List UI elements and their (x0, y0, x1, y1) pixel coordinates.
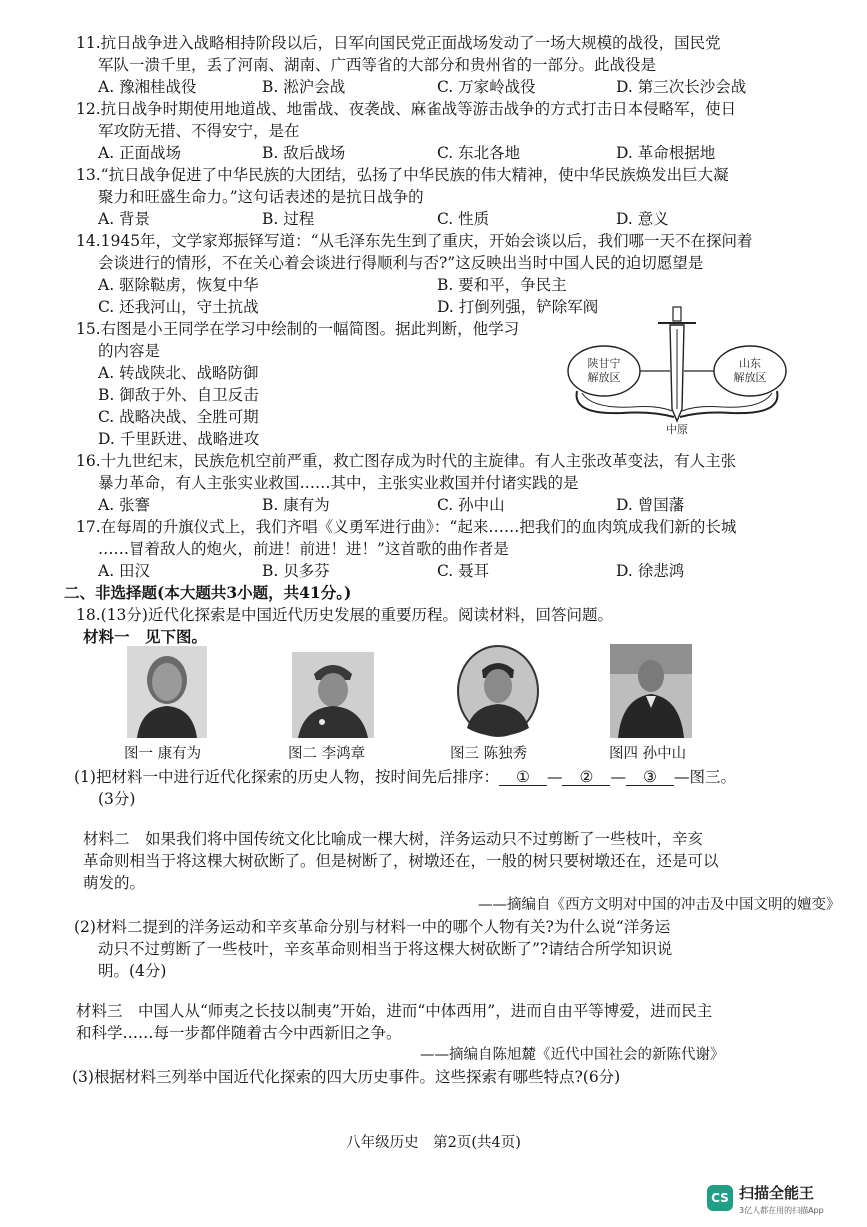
q12-option-b: B. 敌后战场 (262, 144, 346, 162)
q12-line-2: 军攻防无措、不得安宁，是在 (98, 122, 300, 140)
q18-intro: 18.(13分)近代化探索是中国近代历史发展的重要历程。阅读材料，回答问题。 (76, 606, 613, 624)
q17-option-b: B. 贝多芬 (262, 562, 330, 580)
material1-label: 材料一 见下图。 (83, 627, 208, 646)
subq1-dash-1: — (546, 768, 563, 786)
diagram-left-label-2: 解放区 (587, 371, 621, 384)
q11-option-d: D. 第三次长沙会战 (616, 78, 747, 96)
q13-option-a: A. 背景 (98, 210, 151, 228)
portrait-1-image (127, 646, 207, 738)
scanner-watermark (707, 1177, 857, 1221)
q14-line-1: 14.1945年，文学家郑振铎写道：“从毛泽东先生到了重庆，开始会谈以后，我们哪一天不在探问着 (76, 232, 753, 250)
portrait-3-image (455, 644, 541, 738)
portrait-4-image (610, 644, 692, 738)
q15-diagram (562, 305, 802, 435)
watermark-title: 扫描全能王 (739, 1184, 815, 1202)
material2-line-1: 材料二 如果我们将中国传统文化比喻成一棵大树，洋务运动只不过剪断了一些枝叶，辛亥 (83, 830, 704, 848)
page-footer: 八年级历史 第2页(共4页) (346, 1135, 521, 1151)
q11-line-1: 11.抗日战争进入战略相持阶段以后，日军向国民党正面战场发动了一场大规模的战役，国民党 (76, 34, 721, 52)
subq1-score: (3分) (98, 790, 136, 808)
q12-option-d: D. 革命根据地 (616, 144, 716, 162)
q16-line-2: 暴力革命，有人主张实业救国……其中，主张实业救国并付诸实践的是 (98, 474, 579, 492)
q11-option-b: B. 淞沪会战 (262, 78, 346, 96)
subq2-line-3: 明。(4分) (98, 962, 167, 980)
q11-option-c: C. 万家岭战役 (437, 78, 536, 96)
portrait-sun-yat-sen (610, 644, 692, 738)
q11-line-2: 军队一溃千里，丢了河南、湖南、广西等省的大部分和贵州省的一部分。此战役是 (98, 56, 657, 74)
q15-option-d: D. 千里跃进、战略进攻 (98, 430, 260, 448)
q15-option-c: C. 战略决战、全胜可期 (98, 408, 259, 426)
q13-line-2: 聚力和旺盛生命力。”这句话表述的是抗日战争的 (98, 188, 424, 206)
subq2-line-1: (2)材料二提到的洋务运动和辛亥革命分别与材料一中的哪个人物有关?为什么说“洋务运 (74, 918, 671, 936)
section2-heading: 二、非选择题(本大题共3小题，共41分。) (64, 583, 352, 602)
q14-line-2: 会谈进行的情形，不在关心着会谈进行得顺利与否?”这反映出当时中国人民的迫切愿望是 (98, 254, 704, 272)
material3-source: ——摘编自陈旭麓《近代中国社会的新陈代谢》 (420, 1047, 725, 1063)
q14-option-c: C. 还我河山，守土抗战 (98, 298, 259, 316)
q16-option-d: D. 曾国藩 (616, 496, 685, 514)
q15-option-a: A. 转战陕北、战略防御 (98, 364, 259, 382)
q11-option-a: A. 豫湘桂战役 (98, 78, 197, 96)
q15-line-2: 的内容是 (98, 342, 161, 360)
portrait-li-hongzhang (292, 652, 374, 738)
portrait-kang-youwei (127, 646, 207, 738)
diagram-bottom-label: 中原 (666, 423, 688, 435)
subq2-line-2: 动只不过剪断了一些枝叶，辛亥革命则相当于将这棵大树砍断了”?请结合所学知识说 (98, 940, 673, 958)
answer-blank-3[interactable]: ③ (626, 767, 674, 786)
diagram-left-label-1: 陕甘宁 (587, 357, 621, 370)
q16-option-a: A. 张謇 (98, 496, 151, 514)
material2-line-2: 革命则相当于将这棵大树砍断了。但是树断了，树墩还在，一般的树只要树墩还在，还是可以 (83, 852, 719, 870)
answer-blank-1[interactable]: ① (499, 767, 547, 786)
q12-option-a: A. 正面战场 (98, 144, 182, 162)
subq3-line: (3)根据材料三列举中国近代化探索的四大历史事件。这些探索有哪些特点?(6分) (72, 1068, 621, 1086)
q17-line-1: 17.在每周的升旗仪式上，我们齐唱《义勇军进行曲》：“起来……把我们的血肉筑成我们新的长城 (76, 518, 737, 536)
camscanner-logo-icon: CS (707, 1185, 733, 1211)
watermark-subtitle: 3亿人都在用的扫描App (739, 1206, 824, 1215)
diagram-right-label-1: 山东 (739, 357, 761, 370)
q17-line-2: ……冒着敌人的炮火，前进！前进！进！”这首歌的曲作者是 (98, 540, 509, 558)
q16-option-c: C. 孙中山 (437, 496, 505, 514)
q17-option-d: D. 徐悲鸿 (616, 562, 685, 580)
q13-option-d: D. 意义 (616, 210, 669, 228)
caption-figure-2: 图二 李鸿章 (288, 746, 366, 762)
q13-option-c: C. 性质 (437, 210, 490, 228)
subq1-dash-2: — (610, 768, 626, 786)
material3-line-2: 和科学……每一步都伴随着古今中西新旧之争。 (76, 1024, 402, 1042)
q14-option-d: D. 打倒列强，铲除军阀 (437, 298, 599, 316)
subq1-line (74, 767, 736, 787)
caption-figure-4: 图四 孙中山 (609, 746, 687, 762)
q14-option-a: A. 驱除鞑虏，恢复中华 (98, 276, 259, 294)
material2-source: ——摘编自《西方文明对中国的冲击及中国文明的嬗变》 (478, 897, 841, 913)
sword-diagram-graphic (562, 305, 802, 435)
caption-figure-3: 图三 陈独秀 (450, 746, 528, 762)
diagram-right-label-2: 解放区 (733, 371, 767, 384)
q12-option-c: C. 东北各地 (437, 144, 521, 162)
q12-line-1: 12.抗日战争时期使用地道战、地雷战、夜袭战、麻雀战等游击战争的方式打击日本侵略军，使日 (76, 100, 737, 118)
q13-option-b: B. 过程 (262, 210, 315, 228)
subq1-suffix: —图三。 (673, 768, 736, 786)
q17-option-c: C. 聂耳 (437, 562, 490, 580)
material2-line-3: 萌发的。 (83, 874, 146, 892)
q15-option-b: B. 御敌于外、自卫反击 (98, 386, 259, 404)
portrait-2-image (292, 652, 374, 738)
q17-option-a: A. 田汉 (98, 562, 151, 580)
q16-line-1: 16.十九世纪末，民族危机空前严重，救亡图存成为时代的主旋律。有人主张改革变法，有人主张 (76, 452, 737, 470)
answer-blank-2[interactable]: ② (562, 767, 610, 786)
q14-option-b: B. 要和平，争民主 (437, 276, 567, 294)
portrait-chen-duxiu (455, 644, 541, 738)
q13-line-1: 13.“抗日战争促进了中华民族的大团结，弘扬了中华民族的伟大精神，使中华民族焕发出巨大凝 (76, 166, 729, 184)
caption-figure-1: 图一 康有为 (124, 746, 202, 762)
q15-line-1: 15.右图是小王同学在学习中绘制的一幅简图。据此判断，他学习 (76, 320, 520, 338)
q16-option-b: B. 康有为 (262, 496, 330, 514)
material3-line-1: 材料三 中国人从“师夷之长技以制夷”开始，进而“中体西用”，进而自由平等博爱，进而民主 (76, 1002, 713, 1020)
subq1-prefix: (1)把材料一中进行近代化探索的历史人物，按时间先后排序： (74, 768, 499, 786)
